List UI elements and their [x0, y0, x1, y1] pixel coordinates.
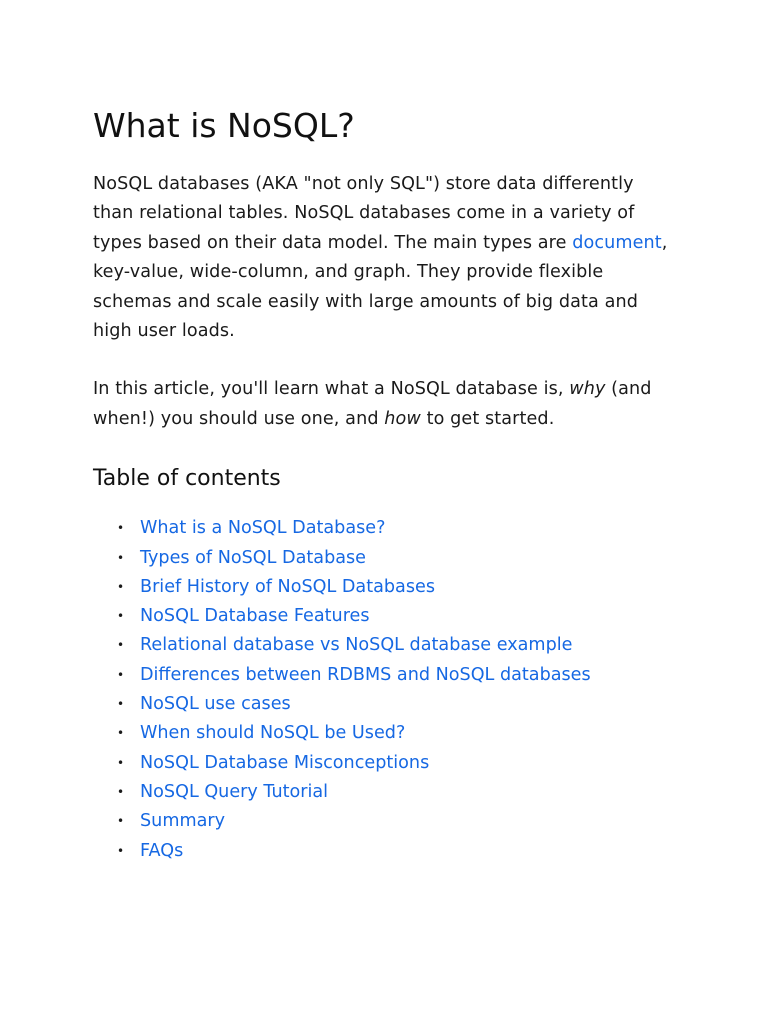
toc-link[interactable]: Brief History of NoSQL Databases — [140, 576, 435, 597]
bullet-icon: • — [117, 609, 125, 624]
bullet-icon: • — [117, 726, 125, 741]
bullet-icon: • — [117, 550, 125, 565]
bullet-icon: • — [117, 814, 125, 829]
intro-text-end: , key-value, wide-column, and graph. They provide flexible schemas and scale easily with large amounts of big data and high user loads. — [93, 232, 668, 342]
toc-item — [117, 837, 675, 866]
bullet-icon: • — [117, 521, 125, 536]
toc-link[interactable]: NoSQL use cases — [140, 694, 291, 715]
toc-link[interactable]: NoSQL Query Tutorial — [140, 781, 329, 802]
page-title: What is NoSQL? — [93, 106, 355, 145]
bullet-icon: • — [117, 843, 125, 858]
toc-link[interactable]: What is a NoSQL Database? — [140, 518, 386, 539]
toc-item — [117, 807, 675, 836]
toc-link[interactable]: Types of NoSQL Database — [140, 547, 367, 568]
toc-item — [117, 749, 675, 778]
bullet-icon: • — [117, 697, 125, 712]
toc-item — [117, 573, 675, 602]
toc-link[interactable]: NoSQL Database Misconceptions — [140, 752, 430, 773]
bullet-icon: • — [117, 755, 125, 770]
table-of-contents — [93, 514, 675, 866]
learn-text-1: In this article, you'll learn what a NoSQL database is, — [93, 379, 570, 400]
toc-item — [117, 602, 675, 631]
learn-paragraph — [93, 375, 675, 434]
toc-link[interactable]: NoSQL Database Features — [140, 606, 370, 627]
toc-item — [117, 778, 675, 807]
toc-item — [117, 719, 675, 748]
bullet-icon: • — [117, 667, 125, 682]
toc-link[interactable]: Relational database vs NoSQL database example — [140, 635, 573, 656]
bullet-icon: • — [117, 579, 125, 594]
toc-link[interactable]: When should NoSQL be Used? — [140, 723, 406, 744]
bullet-icon: • — [117, 638, 125, 653]
document-link[interactable]: document — [572, 232, 662, 253]
toc-link[interactable]: FAQs — [140, 840, 184, 861]
toc-item — [117, 544, 675, 573]
toc-item — [117, 661, 675, 690]
intro-paragraph — [93, 170, 675, 346]
learn-how: how — [384, 408, 421, 429]
toc-item — [117, 631, 675, 660]
learn-text-3: to get started. — [420, 408, 555, 429]
toc-item — [117, 690, 675, 719]
intro-text-start: NoSQL databases (AKA "not only SQL") store data differently than relational tables. NoSQL databases come in a variety of types based on their data model. The main types are — [93, 174, 635, 253]
learn-text-2: (and when!) you should use one, and — [93, 379, 652, 429]
toc-heading: Table of contents — [93, 466, 281, 492]
bullet-icon: • — [117, 784, 125, 799]
learn-why: why — [569, 379, 606, 400]
toc-item — [117, 514, 675, 543]
toc-link[interactable]: Differences between RDBMS and NoSQL databases — [140, 664, 591, 685]
toc-link[interactable]: Summary — [140, 811, 226, 832]
